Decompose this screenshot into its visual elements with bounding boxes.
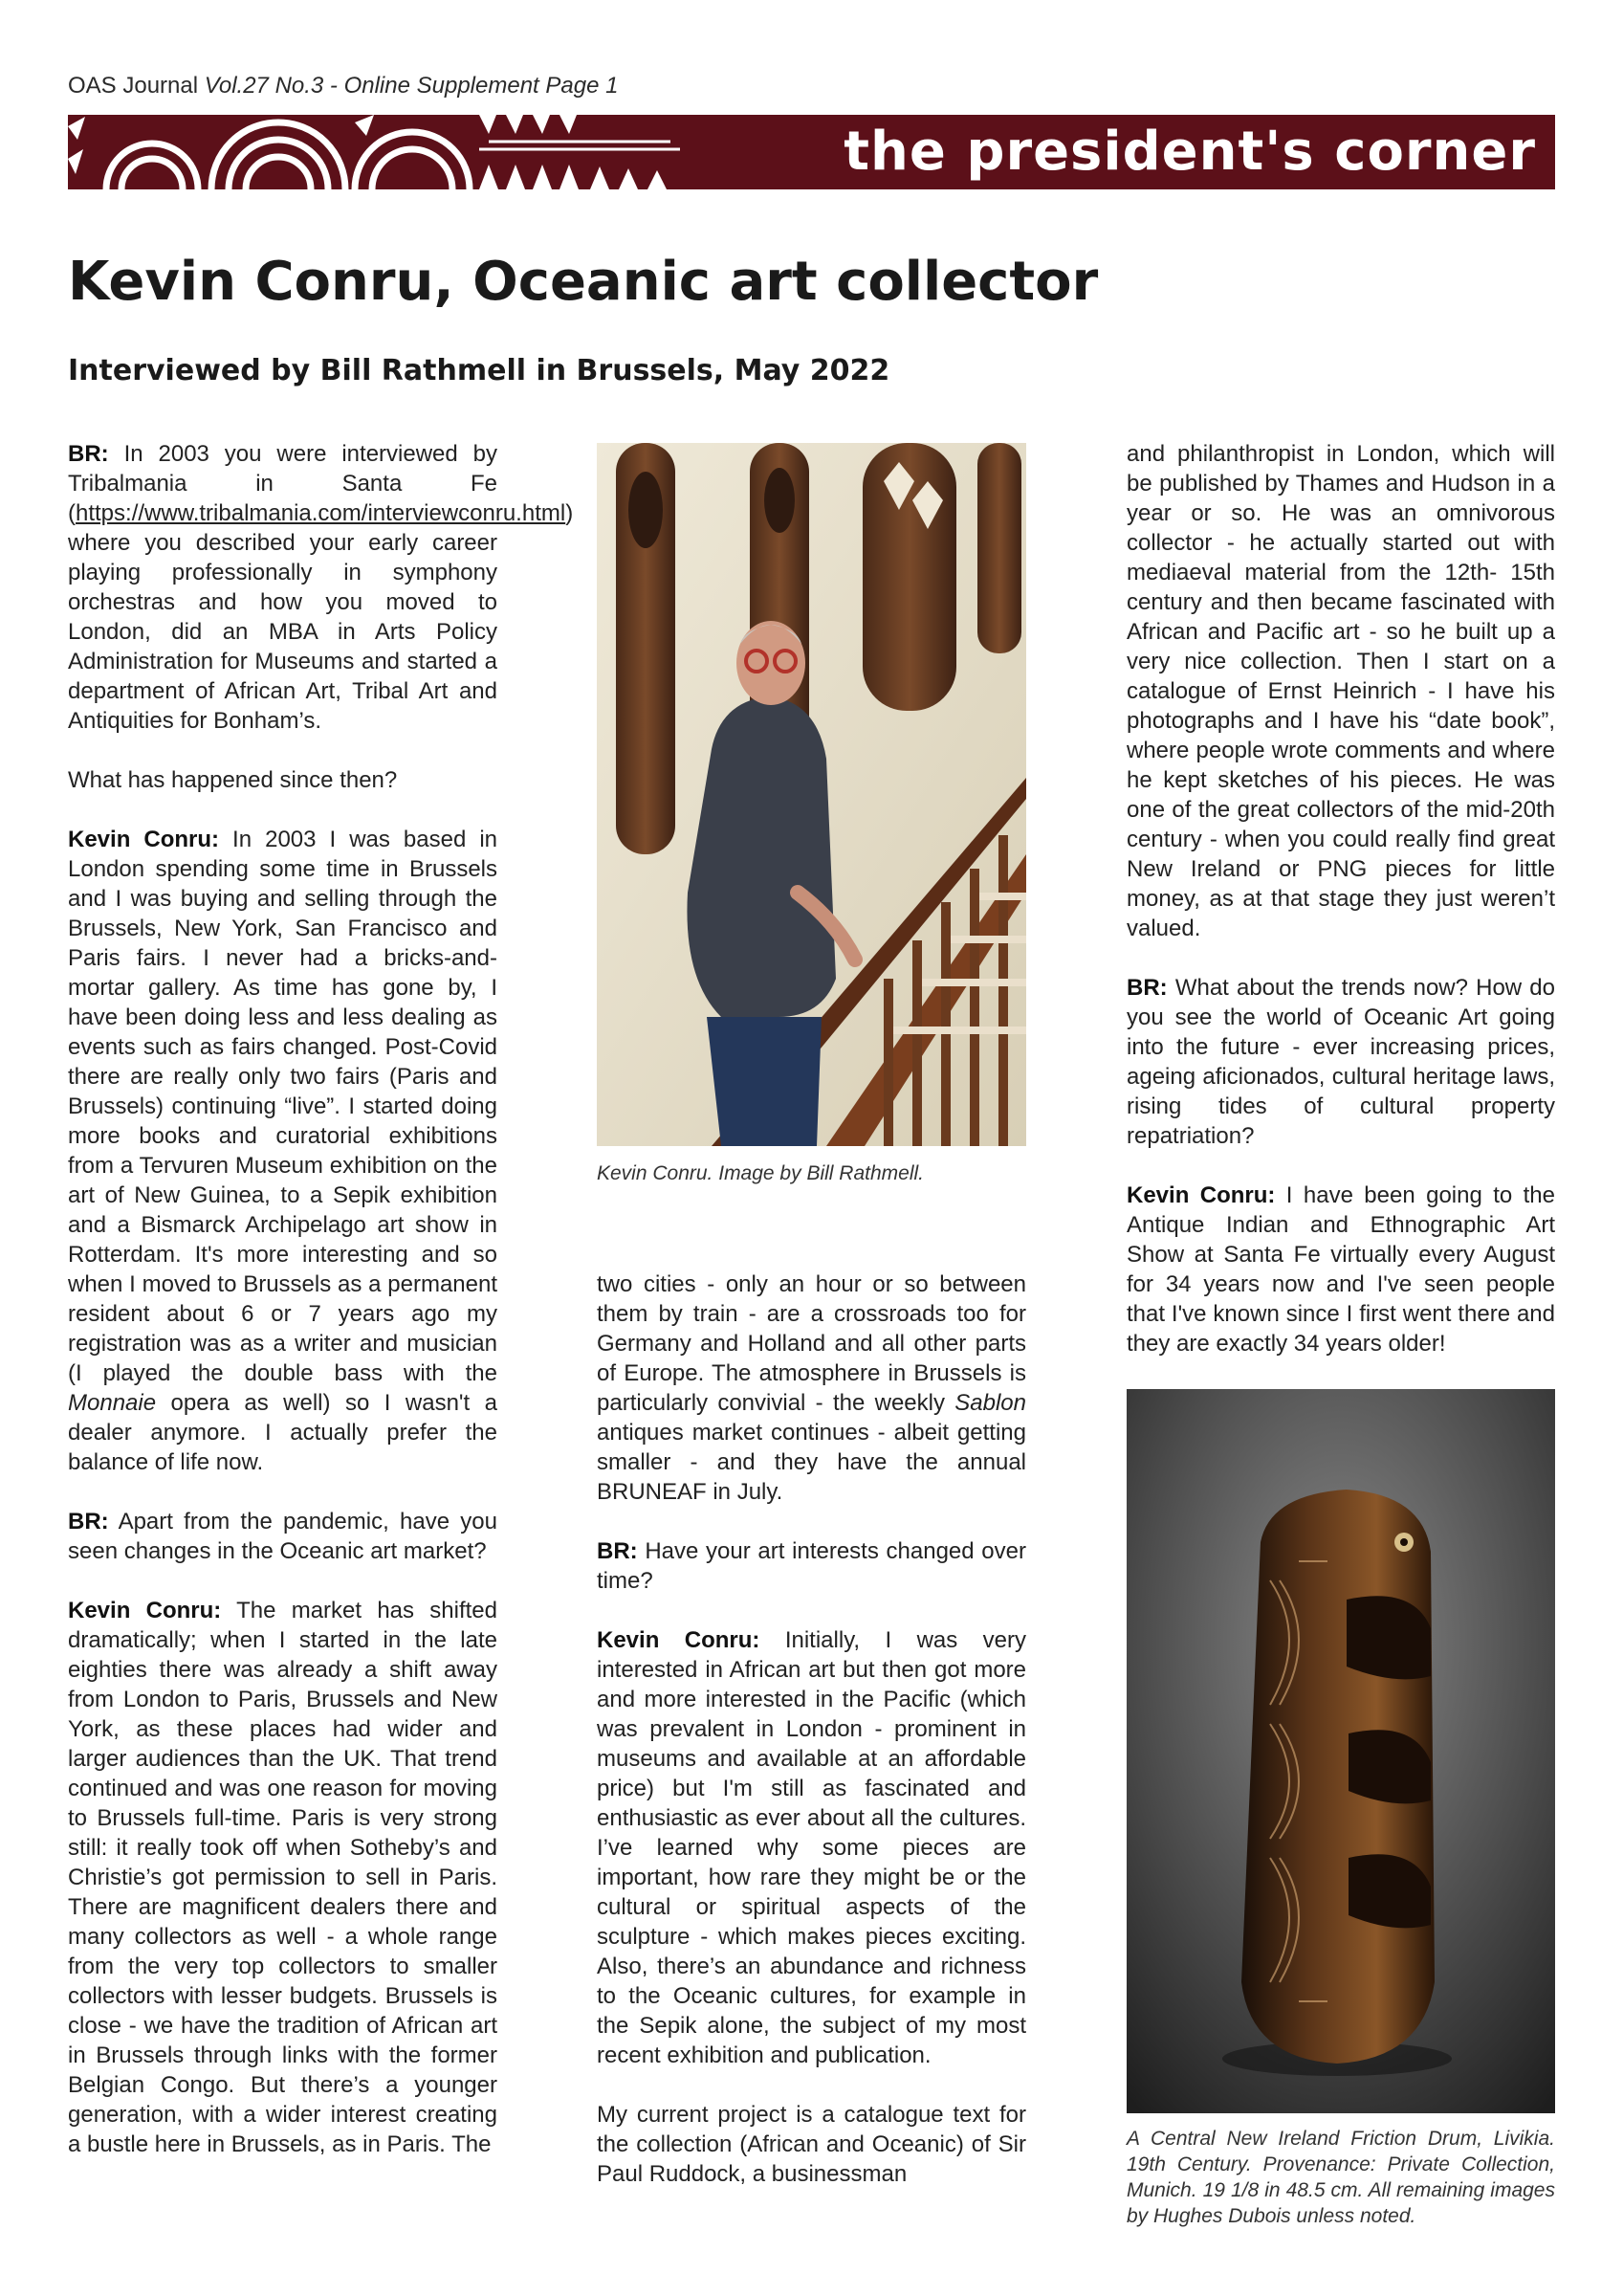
paragraph-text: What about the trends now? How do you see the world of Oceanic Art going into the future - ever increasing prices, ageing aficionados, cultural heritage laws, rising tides of cultural property repatriation? bbox=[1127, 975, 1555, 1149]
paragraph-text: two cities - only an hour or so between them by train - are a crossroads too for Germany and Holland and all other parts of Europe. The atmosphere in Brussels is particularly convivial - the weekly bbox=[597, 1271, 1026, 1416]
article-subtitle: Interviewed by Bill Rathmell in Brussels, May 2022 bbox=[68, 354, 890, 387]
running-head bbox=[68, 73, 618, 99]
speaker-label: BR: bbox=[68, 1509, 109, 1534]
paragraph-text: In 2003 I was based in London spending some time in Brussels and I was buying and selling through the Brussels, New York, San Francisco and Paris fairs. I never had a bricks-and-mortar gallery. As time has gone by, I have been doing less and less dealing as events such as fairs changed. Post-Covid there are really only two fairs (Paris and Brussels) continuing “live”. I started doing more books and curatorial exhibitions from a Tervuren Museum exhibition on the art of New Guinea, to a Sepik exhibition and a Bismarck Archipelago art show in Rotterdam. It's more interesting and so when I moved to Brussels as a permanent resident about 6 or 7 years ago my registration was as a writer and musician (I played the double bass with the bbox=[68, 827, 497, 1386]
paragraph-text: Apart from the pandemic, have you seen changes in the Oceanic art market? bbox=[68, 1509, 497, 1564]
speaker-label: Kevin Conru: bbox=[1127, 1182, 1276, 1208]
article-title: Kevin Conru, Oceanic art collector bbox=[68, 251, 1099, 313]
paragraph bbox=[1127, 973, 1555, 1151]
paragraph bbox=[597, 1625, 1026, 2070]
drum-photo bbox=[1127, 1389, 1555, 2113]
paragraph: and philanthropist in London, which will be published by Thames and Hudson in a year or so. He was an omnivorous collector - he actually started out with mediaeval material from the 12th- 15th century and then became fascinated with African and Pacific art - so he built up a very nice collection. Then I start on a catalogue of Ernst Heinrich - I have his photographs and I have his “date book”, where people wrote comments and where he kept sketches of his pieces. He was one of the great collectors of the mid-20th century - when you could really find great New Ireland or PNG pieces for little money, as at that stage they just weren’t valued. bbox=[1127, 441, 1555, 941]
paragraph-text: I have been going to the Antique Indian and Ethnographic Art Show at Santa Fe virtually every August for 34 years now and I've seen people that I've known since I first went there and they are exactly 34 years older! bbox=[1127, 1182, 1555, 1357]
speaker-label: Kevin Conru: bbox=[68, 827, 220, 852]
paragraph bbox=[597, 1269, 1026, 1507]
speaker-label: BR: bbox=[597, 1538, 638, 1564]
journal-name: OAS Journal bbox=[68, 73, 205, 99]
speaker-label: BR: bbox=[1127, 975, 1168, 1001]
paragraph bbox=[1127, 1181, 1555, 1358]
paragraph-text: The market has shifted dramatically; when I started in the late eighties there was already a shift away from London to Paris, Brussels and New York, as these places had wider and larger audiences than the UK. That trend continued and was one reason for moving to Brussels full-time. Paris is very strong still: it really took off when Sotheby’s and Christie’s got permission to sell in Paris. There are magnificent dealers there and many collectors as well - a whole range from the very top collectors to smaller collectors with lesser budgets. Brussels is close - we have the tradition of African art in Brussels through links with the former Belgian Congo. But there’s a younger generation, with a wider interest creating a bustle here in Brussels, as in Paris. The bbox=[68, 1598, 497, 2157]
portrait-photo bbox=[597, 443, 1026, 1146]
speaker-label: BR: bbox=[68, 441, 109, 467]
paragraph-text: opera as well) so I wasn't a dealer anymore. I actually prefer the balance of life now. bbox=[68, 1390, 497, 1475]
italic-term: Monnaie bbox=[68, 1390, 157, 1416]
italic-term: Sablon bbox=[954, 1390, 1026, 1416]
paragraph-text: Initially, I was very interested in African art but then got more and more interested in the Pacific (which was prevalent in London - prominent in museums and available at an affordable price) but I'm still as fascinated and enthusiastic as ever about all the cultures. I’ve learned why some pieces are important, how rare they might be or the cultural or spiritual aspects of the sculpture - which makes pieces exciting. Also, there’s an abundance and richness to the Oceanic cultures, for example in the Sepik alone, the subject of my most recent exhibition and publication. bbox=[597, 1627, 1027, 2068]
issue-info: Vol.27 No.3 - Online Supplement Page 1 bbox=[204, 73, 619, 99]
paragraph bbox=[68, 439, 574, 736]
banner-title: the president's corner bbox=[844, 121, 1536, 183]
paragraph-text: In 2003 you were interviewed by Tribalmania in Santa Fe ( bbox=[68, 441, 497, 526]
paragraph bbox=[68, 825, 497, 1477]
speaker-label: Kevin Conru: bbox=[68, 1598, 222, 1623]
paragraph-text: Have your art interests changed over time? bbox=[597, 1538, 1026, 1594]
text-column-2 bbox=[597, 1269, 1026, 2189]
paragraph bbox=[597, 1536, 1026, 1596]
paragraph-text: antiques market continues - albeit getting smaller - and they have the annual BRUNEAF in July. bbox=[597, 1420, 1026, 1505]
text-column-1 bbox=[68, 439, 574, 2159]
speaker-label: Kevin Conru: bbox=[597, 1627, 760, 1653]
paragraph: My current project is a catalogue text for the collection (African and Oceanic) of Sir Paul Ruddock, a businessman bbox=[597, 2102, 1026, 2187]
section-banner bbox=[68, 115, 1555, 189]
paragraph bbox=[68, 1596, 497, 2159]
portrait-image bbox=[597, 443, 1026, 1146]
paragraph-text: ) where you described your early career playing professionally in symphony orchestras and how you moved to London, did an MBA in Arts Policy Administration for Museums and started a department of African Art, Tribal Art and Antiquities for Bonham’s. bbox=[68, 500, 574, 734]
paragraph: What has happened since then? bbox=[68, 767, 398, 793]
portrait-caption: Kevin Conru. Image by Bill Rathmell. bbox=[597, 1162, 924, 1184]
friction-drum-image bbox=[1127, 1389, 1555, 2113]
tribal-pattern-icon bbox=[68, 115, 699, 189]
interview-link[interactable]: https://www.tribalmania.com/interviewconru.html bbox=[76, 500, 566, 526]
drum-caption: A Central New Ireland Friction Drum, Livikia. 19th Century. Provenance: Private Collection, Munich. 19 1/8 in 48.5 cm. All remaining images by Hughes Dubois unless noted. bbox=[1127, 2128, 1555, 2227]
text-column-3 bbox=[1127, 439, 1555, 1358]
paragraph bbox=[68, 1507, 497, 1566]
